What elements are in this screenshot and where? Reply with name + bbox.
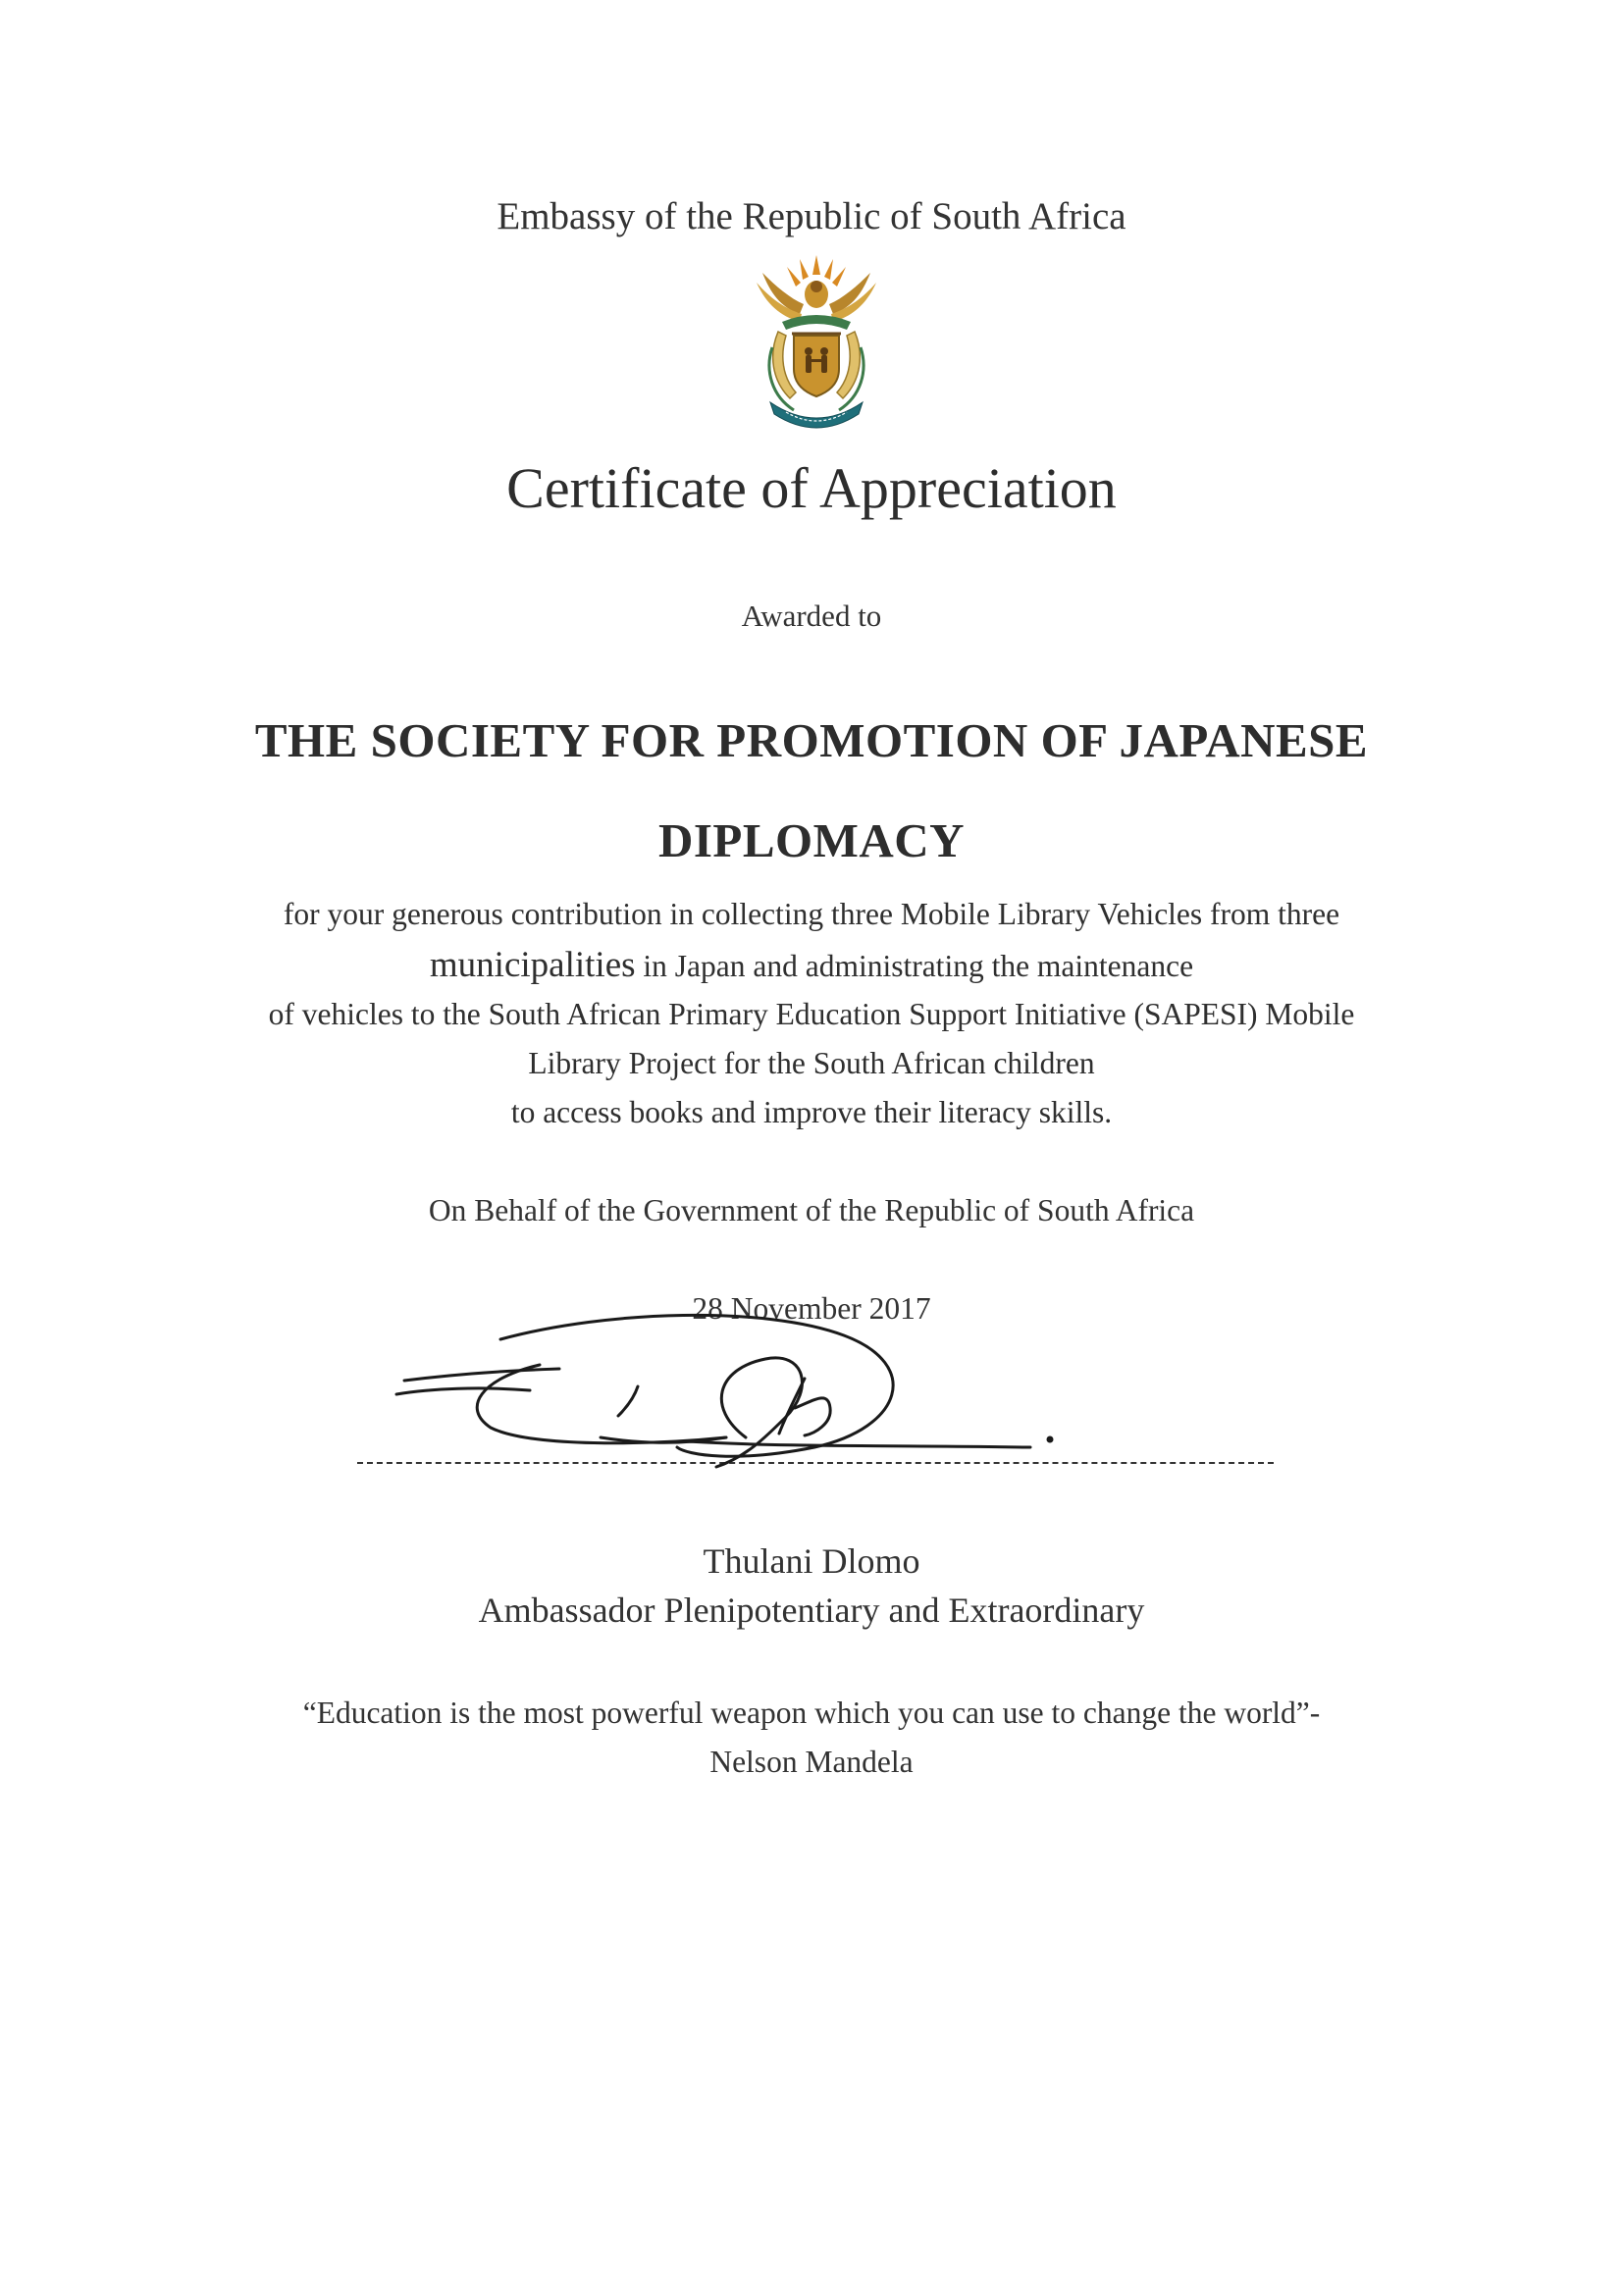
recipient-name-line-2: DIPLOMACY: [657, 813, 966, 867]
citation-line-2-rest: in Japan and administrating the maintenance: [635, 949, 1194, 983]
quote-author: Nelson Mandela: [709, 1745, 914, 1779]
citation-emphasis: municipalities: [429, 945, 636, 985]
signer-title: Ambassador Plenipotentiary and Extraordinary: [478, 1591, 1145, 1630]
on-behalf-statement: On Behalf of the Government of the Republic of South Africa: [428, 1193, 1195, 1227]
handwritten-signature: [393, 1300, 1099, 1487]
citation-line-5: to access books and improve their literacy skills.: [510, 1095, 1113, 1129]
citation-line-2: [0, 944, 1623, 986]
awarded-label: Awarded to: [741, 599, 882, 633]
quote-text: “Education is the most powerful weapon which you can use to change the world”-: [302, 1696, 1321, 1730]
citation-line-1: for your generous contribution in collecting three Mobile Library Vehicles from three: [283, 897, 1340, 931]
certificate-title: Certificate of Appreciation: [506, 456, 1117, 520]
recipient-name-line-1: THE SOCIETY FOR PROMOTION OF JAPANESE: [254, 713, 1369, 767]
south-africa-coat-of-arms-icon: [743, 253, 890, 430]
certificate-date: 28 November 2017: [692, 1291, 931, 1326]
signer-name: Thulani Dlomo: [703, 1541, 920, 1581]
citation-line-4: Library Project for the South African children: [528, 1046, 1095, 1080]
embassy-heading: Embassy of the Republic of South Africa: [497, 195, 1126, 237]
citation-line-3: of vehicles to the South African Primary Education Support Initiative (SAPESI) Mobile: [268, 997, 1355, 1031]
